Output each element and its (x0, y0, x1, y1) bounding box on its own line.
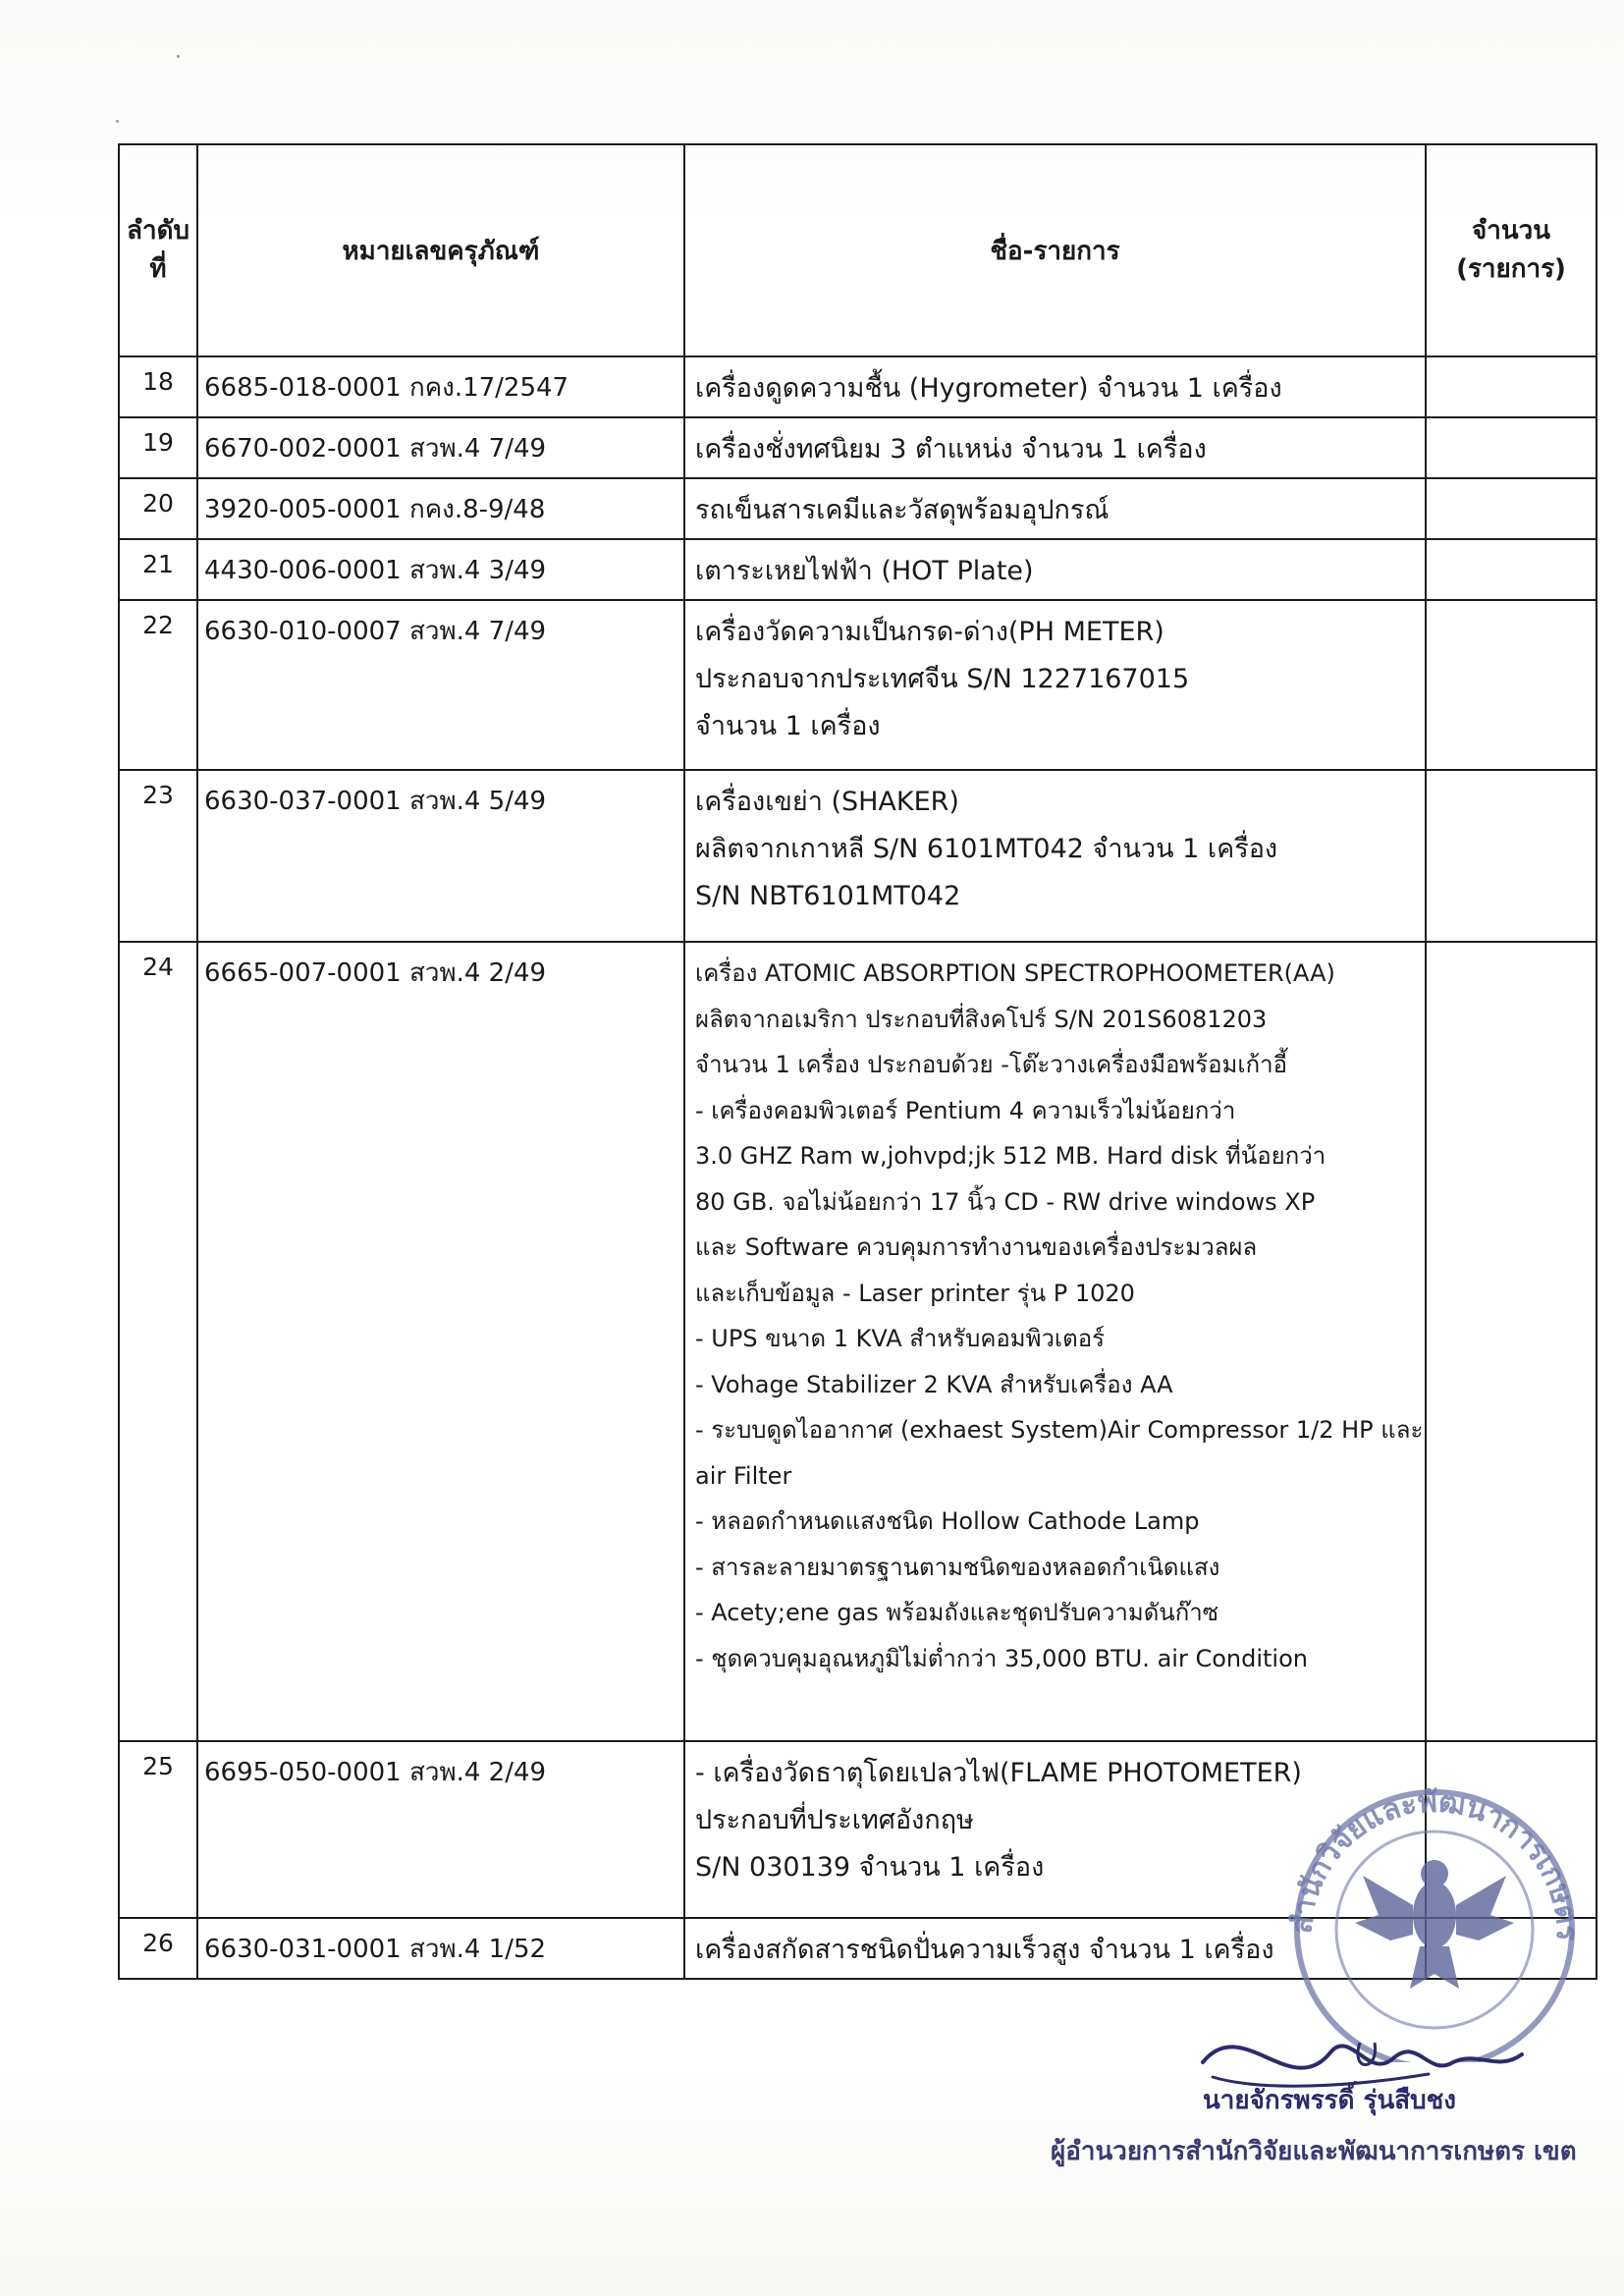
cell-sequence: 24 (119, 942, 197, 1741)
description-line: รถเข็นสารเคมีและวัสดุพร้อมอุปกรณ์ (695, 495, 1110, 525)
header-item-name: ชื่อ-รายการ (684, 144, 1426, 356)
cell-item-description (684, 942, 1426, 1741)
description-line: เครื่องดูดความชื้น (Hygrometer) จำนวน 1 เครื่อง (695, 373, 1282, 404)
table-header-row (119, 144, 1597, 356)
table-row (119, 417, 1597, 478)
cell-sequence: 25 (119, 1741, 197, 1918)
cell-asset-number: 4430-006-0001 สวพ.4 3/49 (197, 539, 684, 600)
description-line: S/N NBT6101MT042 (695, 881, 961, 911)
description-line: - เครื่องวัดธาตุโดยเปลวไฟ(FLAME PHOTOMETER) (695, 1758, 1302, 1788)
table-row (119, 942, 1597, 1741)
inventory-table (118, 143, 1597, 1980)
seal-ring-text: สำนักวิจัยและพัฒนาการเกษตร (1284, 1784, 1585, 1941)
header-quantity (1426, 144, 1597, 356)
description-line: ประกอบจากประเทศจีน S/N 1227167015 (695, 664, 1190, 694)
description-line: เครื่องชั่งทศนิยม 3 ตำแหน่ง จำนวน 1 เครื่อง (695, 434, 1207, 465)
scan-speck (177, 55, 180, 58)
cell-sequence: 19 (119, 417, 197, 478)
cell-sequence: 18 (119, 356, 197, 417)
cell-asset-number: 6685-018-0001 กคง.17/2547 (197, 356, 684, 417)
cell-item-description (684, 356, 1426, 417)
description-line: เครื่องสกัดสารชนิดปั่นความเร็วสูง จำนวน 1 เครื่อง (695, 1935, 1274, 1965)
description-line: - Vohage Stabilizer 2 KVA สำหรับเครื่อง AA (695, 1370, 1173, 1398)
description-line: - ระบบดูดไออากาศ (exhaest System)Air Compressor 1/2 HP และ (695, 1416, 1424, 1444)
description-line: 3.0 GHZ Ram w,johvpd;jk 512 MB. Hard disk ที่น้อยกว่า (695, 1142, 1326, 1170)
cell-asset-number: 6630-031-0001 สวพ.4 1/52 (197, 1918, 684, 1979)
description-line: เครื่อง ATOMIC ABSORPTION SPECTROPHOOMETER(AA) (695, 959, 1335, 987)
description-line: จำนวน 1 เครื่อง ประกอบด้วย -โต๊ะวางเครื่องมือพร้อมเก้าอี้ (695, 1051, 1287, 1078)
cell-sequence: 20 (119, 478, 197, 539)
description-line: เครื่องวัดความเป็นกรด-ด่าง(PH METER) (695, 617, 1164, 647)
cell-item-description (684, 417, 1426, 478)
cell-item-description (684, 600, 1426, 770)
cell-asset-number: 6695-050-0001 สวพ.4 2/49 (197, 1741, 684, 1918)
description-line: จำนวน 1 เครื่อง (695, 711, 881, 741)
cell-quantity (1426, 539, 1597, 600)
table-row (119, 478, 1597, 539)
cell-quantity (1426, 478, 1597, 539)
description-line: ประกอบที่ประเทศอังกฤษ (695, 1805, 974, 1835)
table-body (119, 356, 1597, 1979)
header-quantity-line1: จำนวน (1472, 216, 1550, 246)
cell-item-description (684, 770, 1426, 942)
table-row (119, 356, 1597, 417)
signatory-title: ผู้อำนวยการสำนักวิจัยและพัฒนาการเกษตร เขต (1051, 2137, 1577, 2166)
cell-item-description (684, 539, 1426, 600)
description-line: และ Software ควบคุมการทำงานของเครื่องประมวลผล (695, 1233, 1258, 1261)
cell-quantity (1426, 417, 1597, 478)
description-line: เตาระเหยไฟฟ้า (HOT Plate) (695, 556, 1034, 586)
cell-asset-number: 6630-010-0007 สวพ.4 7/49 (197, 600, 684, 770)
cell-asset-number: 6665-007-0001 สวพ.4 2/49 (197, 942, 684, 1741)
cell-sequence: 23 (119, 770, 197, 942)
description-line: และเก็บข้อมูล - Laser printer รุ่น P 1020 (695, 1279, 1135, 1307)
description-line: - หลอดกำหนดแสงชนิด Hollow Cathode Lamp (695, 1507, 1200, 1535)
description-line: - UPS ขนาด 1 KVA สำหรับคอมพิวเตอร์ (695, 1325, 1106, 1352)
cell-asset-number: 6670-002-0001 สวพ.4 7/49 (197, 417, 684, 478)
table-row (119, 539, 1597, 600)
garuda-emblem (1355, 1860, 1514, 1989)
table-row (119, 770, 1597, 942)
description-line: - เครื่องคอมพิวเตอร์ Pentium 4 ความเร็วไม่น้อยกว่า (695, 1096, 1236, 1124)
cell-quantity (1426, 356, 1597, 417)
cell-sequence: 22 (119, 600, 197, 770)
header-sequence-line1: ลำดับ (127, 216, 189, 246)
signatory-name: นายจักรพรรดิ์ รุ่นสืบชง (1203, 2086, 1457, 2115)
description-line: air Filter (695, 1461, 792, 1490)
cell-quantity (1426, 770, 1597, 942)
header-quantity-line2: (รายการ) (1456, 254, 1566, 284)
table-row (119, 600, 1597, 770)
header-sequence (119, 144, 197, 356)
cell-asset-number: 3920-005-0001 กคง.8-9/48 (197, 478, 684, 539)
cell-quantity (1426, 600, 1597, 770)
header-asset-number: หมายเลขครุภัณฑ์ (197, 144, 684, 356)
description-line: - สารละลายมาตรฐานตามชนิดของหลอดกำเนิดแสง (695, 1553, 1220, 1581)
description-line: ผลิตจากเกาหลี S/N 6101MT042 จำนวน 1 เครื่อง (695, 834, 1278, 864)
description-line: - Acety;ene gas พร้อมถังและชุดปรับความดันก๊าซ (695, 1599, 1219, 1626)
cell-quantity (1426, 942, 1597, 1741)
scan-speck (116, 120, 119, 123)
cell-sequence: 21 (119, 539, 197, 600)
cell-sequence: 26 (119, 1918, 197, 1979)
description-line: S/N 030139 จำนวน 1 เครื่อง (695, 1852, 1045, 1883)
description-line: 80 GB. จอไม่น้อยกว่า 17 นิ้ว CD - RW drive windows XP (695, 1187, 1316, 1216)
description-line: ผลิตจากอเมริกา ประกอบที่สิงคโปร์ S/N 201S6081203 (695, 1005, 1268, 1033)
description-line: เครื่องเขย่า (SHAKER) (695, 787, 959, 817)
description-line: - ชุดควบคุมอุณหภูมิไม่ต่ำกว่า 35,000 BTU. air Condition (695, 1644, 1308, 1672)
header-sequence-line2: ที่ (149, 254, 167, 284)
cell-asset-number: 6630-037-0001 สวพ.4 5/49 (197, 770, 684, 942)
cell-item-description (684, 478, 1426, 539)
